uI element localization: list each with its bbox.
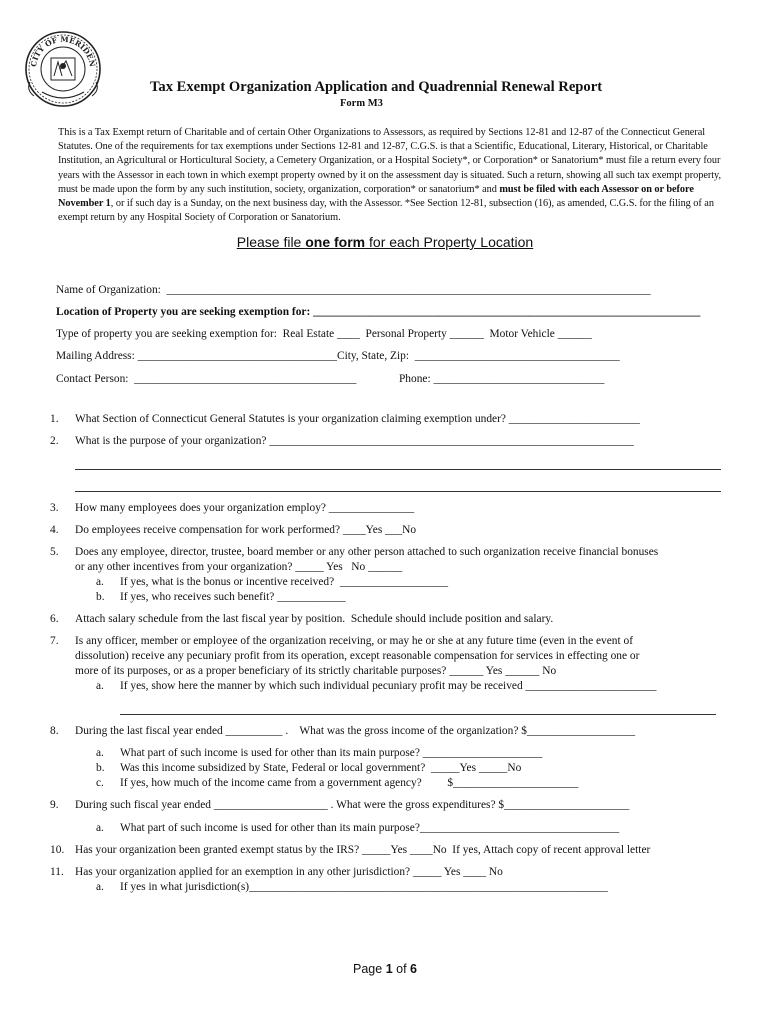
question-8b[interactable]: Was this income subsidized by State, Federal or local government? _____Yes _____No [120,762,522,774]
question-number: 3. [50,502,59,514]
question-number: 11. [50,866,64,878]
answer-line[interactable] [120,714,716,715]
property-location-field[interactable]: Location of Property you are seeking exemption for: ____________________________________________________________________ [56,306,701,318]
form-number: Form M3 [340,98,383,109]
question-2[interactable]: What is the purpose of your organization? ________________________________________________________________ [75,435,634,447]
question-7-continued[interactable]: more of its purposes, or as a proper beneficiary of its strictly charitable purposes? ______ Yes ______ No [75,665,557,677]
question-7: Is any officer, member or employee of the organization receiving, or may he or she at any future time (even in the event of [75,635,634,647]
question-number: 4. [50,524,59,536]
question-6: Attach salary schedule from the last fiscal year by position. Schedule should include position and salary. [75,613,554,625]
mailing-address-field[interactable]: Mailing Address: ___________________________________City, State, Zip: ____________________________________ [56,350,620,362]
page-number: Page 1 of 6 [353,962,417,976]
question-number: 2. [50,435,59,447]
question-5: Does any employee, director, trustee, board member or any other person attached to such organization receive financial bonuses [75,546,659,558]
question-9[interactable]: During such fiscal year ended ____________________ . What were the gross expenditures? $______________________ [75,799,630,811]
sub-label: b. [96,762,105,774]
question-number: 10. [50,844,65,856]
question-5b[interactable]: If yes, who receives such benefit? ____________ [120,591,346,603]
question-8c[interactable]: If yes, how much of the income came from a government agency? $______________________ [120,777,579,789]
answer-line[interactable] [75,469,721,470]
city-seal-logo [24,30,102,108]
question-number: 1. [50,413,59,425]
property-type-field[interactable]: Type of property you are seeking exemption for: Real Estate ____ Personal Property ______ Motor Vehicle ______ [56,328,592,340]
sub-label: a. [96,822,104,834]
sub-label: a. [96,881,104,893]
question-5-continued[interactable]: or any other incentives from your organization? _____ Yes No ______ [75,561,403,573]
sub-label: a. [96,680,104,692]
question-7-continued: dissolution) receive any pecuniary profit from its operation, except reasonable compensation for services in effecting one or [75,650,640,662]
question-10[interactable]: Has your organization been granted exempt status by the IRS? _____Yes ____No If yes, Attach copy of recent approval letter [75,844,651,856]
sub-label: a. [96,747,104,759]
please-file-heading: Please file one form for each Property Location [236,234,534,250]
question-number: 5. [50,546,59,558]
question-number: 6. [50,613,59,625]
question-9a[interactable]: What part of such income is used for other than its main purpose?___________________________________ [120,822,620,834]
form-title: Tax Exempt Organization Application and Quadrennial Renewal Report [150,79,603,95]
question-number: 9. [50,799,59,811]
question-8a[interactable]: What part of such income is used for other than its main purpose? _____________________ [120,747,543,759]
sub-label: b. [96,591,105,603]
sub-label: a. [96,576,104,588]
question-3[interactable]: How many employees does your organization employ? _______________ [75,502,415,514]
answer-line[interactable] [75,491,721,492]
question-5a[interactable]: If yes, what is the bonus or incentive received? ___________________ [120,576,449,588]
question-number: 7. [50,635,59,647]
question-7a[interactable]: If yes, show here the manner by which such individual pecuniary profit may be received _______________________ [120,680,657,692]
question-1[interactable]: What Section of Connecticut General Statutes is your organization claiming exemption under? _______________________ [75,413,640,425]
question-11[interactable]: Has your organization applied for an exemption in any other jurisdiction? _____ Yes ____ No [75,866,503,878]
sub-label: c. [96,777,104,789]
organization-name-field[interactable]: Name of Organization: _____________________________________________________________________________________ [56,284,651,296]
contact-person-field[interactable]: Contact Person: _______________________________________ Phone: ______________________________ [56,373,605,385]
svg-text:CITY OF MERIDEN: CITY OF MERIDEN [29,34,98,68]
question-4[interactable]: Do employees receive compensation for work performed? ____Yes ___No [75,524,417,536]
question-8[interactable]: During the last fiscal year ended __________ . What was the gross income of the organization? $___________________ [75,725,636,737]
question-number: 8. [50,725,59,737]
intro-paragraph: This is a Tax Exempt return of Charitable and of certain Other Organizations to Assessors, as required by Sections 12-81 and 12-87 of the Connecticut General Statutes. One of the requirements for tax exemptions under Sections 12-81 and 12-87, C.G.S. is that a Scientific, Educational, Literary, Historical, or Charitable Institution, an Agricultural or Horticultural Society, a Cemetery Organization, or a Hospital Society*, or Corporation* or Sanatorium* must file a return every four years with the Assessor in each town in which exempt property owned by it on the assessment day is situated. Such a return, showing all such tax exempt property, must be made upon the form by any such institution, society, organization, corporation* or sanatorium* and must be filed with each Assessor on or before November 1, or if such day is a Sunday, on the next business day, with the Assessor. *See Section 12-81, subsection (16), as amended, C.G.S. for the filing of an exempt return by any Hospital Society of Corporation or Sanatorium. [58,127,722,224]
question-11a[interactable]: If yes in what jurisdiction(s)_______________________________________________________________ [120,881,608,893]
